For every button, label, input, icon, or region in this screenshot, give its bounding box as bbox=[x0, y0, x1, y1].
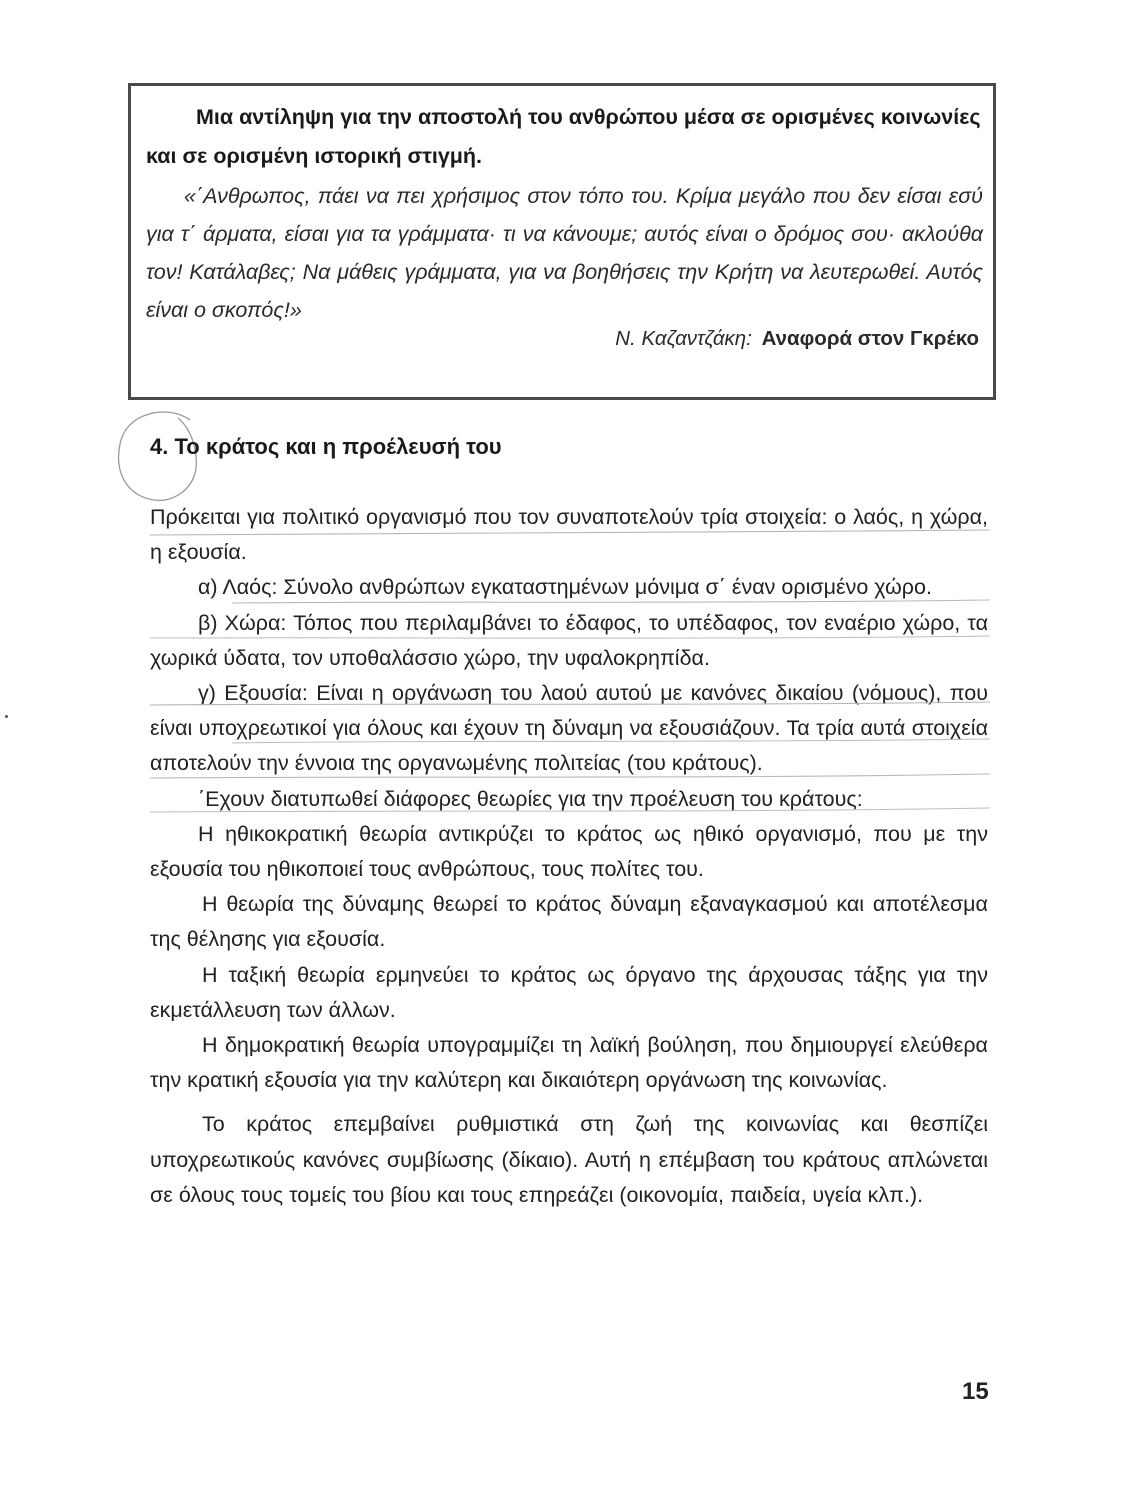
paragraph-authority: γ) Εξουσία: Είναι η οργάνωση του λαού αυτού με κανόνες δικαίου (νόμους), που είναι υποχρεωτικοί για όλους και έχουν τη δύναμη να εξουσιάζουν. Τα τρία αυτά στοιχεία αποτελούν την έννοια της οργανωμένης πολιτείας (του κράτους). bbox=[150, 681, 988, 776]
quote-text: «΄Ανθρωπος, πάει να πει χρήσιμος στον τόπο του. Κρίμα μεγάλο που δεν είσαι εσύ για τ΄ άρματα, είσαι για τα γράμματα· τι να κάνουμε; αυτός είναι ο δρόμος σου· ακλούθα τον! Κατάλαβες; Να μάθεις γράμματα, για να βοηθήσεις την Κρήτη να λευτερωθεί. Αυτός είναι ο σκοπός!» bbox=[146, 184, 983, 322]
pencil-circle-mark bbox=[108, 408, 208, 514]
paragraph-ethical-theory: Η ηθικοκρατική θεωρία αντικρύζει το κράτος ως ηθικό οργανισμό, που με την εξουσία του ηθικοποιεί τους ανθρώπους, τους πολίτες του. bbox=[150, 821, 988, 882]
paragraph-people: α) Λαός: Σύνολο ανθρώπων εγκαταστημένων μόνιμα σ΄ έναν ορισμένο χώρο. bbox=[198, 575, 932, 600]
quote-work-title: Αναφορά στον Γκρέκο bbox=[761, 327, 979, 350]
page-number: 15 bbox=[962, 1378, 989, 1405]
paragraph-state-intervention: Το κράτος επεμβαίνει ρυθμιστικά στη ζωή της κοινωνίας και θεσπίζει υποχρεωτικούς κανόνες συμβίωσης (δίκαιο). Αυτή η επέμβαση του κράτους απλώνεται σε όλους τους τομείς του βίου και τους επηρεάζει (οικονομία, παιδεία, υγεία κλπ.). bbox=[150, 1112, 988, 1207]
paragraph-intro: Πρόκειται για πολιτικό οργανισμό που τον συναποτελούν τρία στοιχεία: ο λαός, η χώρα, η εξουσία. bbox=[150, 505, 988, 565]
quote-box bbox=[128, 83, 996, 400]
scan-speck bbox=[5, 715, 8, 718]
paragraph-country: β) Χώρα: Τόπος που περιλαμβάνει το έδαφος, το υπέδαφος, τον εναέριο χώρο, τα χωρικά ύδατα, τον υποθαλάσσιο χώρο, την υφαλοκρηπίδα. bbox=[150, 610, 988, 670]
quote-source bbox=[615, 327, 979, 351]
quote-heading: Μια αντίληψη για την αποστολή του ανθρώπου μέσα σε ορισμένες κοινωνίες και σε ορισμένη ιστορική στιγμή. bbox=[146, 105, 981, 168]
section-heading: 4. Το κράτος και η προέλευσή του bbox=[150, 434, 502, 459]
paragraph-theories-intro: ΄Εχουν διατυπωθεί διάφορες θεωρίες για την προέλευση του κράτους: bbox=[198, 786, 863, 811]
paragraph-power-theory: Η θεωρία της δύναμης θεωρεί το κράτος δύναμη εξαναγκασμού και αποτέλεσμα της θέλησης για εξουσία. bbox=[150, 892, 988, 952]
quote-author: Ν. Καζαντζάκη: bbox=[615, 327, 752, 350]
paragraph-class-theory: Η ταξική θεωρία ερμηνεύει το κράτος ως όργανο της άρχουσας τάξης για την εκμετάλλευση των άλλων. bbox=[150, 962, 988, 1022]
section-body bbox=[150, 500, 988, 1213]
paragraph-democratic-theory: Η δημοκρατική θεωρία υπογραμμίζει τη λαϊκή βούληση, που δημιουργεί ελεύθερα την κρατική εξουσία για την καλύτερη και δικαιότερη οργάνωση της κοινωνίας. bbox=[150, 1033, 988, 1093]
